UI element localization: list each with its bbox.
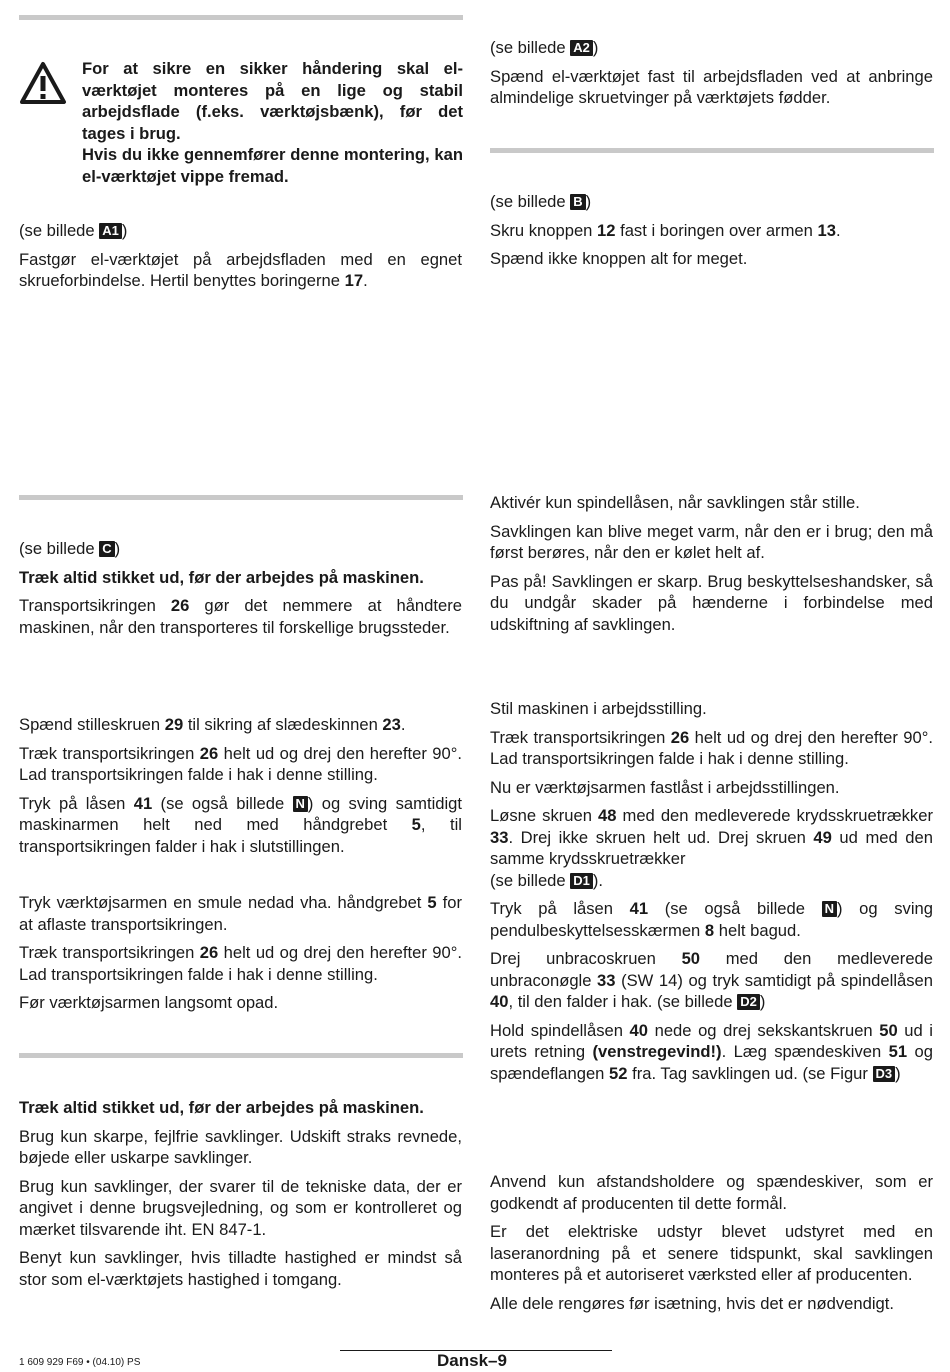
paragraph: Savklingen kan blive meget varm, når den er i brug; den må først berøres, når den er kølet helt af. — [490, 521, 933, 562]
paragraph: Fastgør el-værktøjet på arbejdsfladen med en egnet skrueforbindelse. Hertil benyttes boringerne 17. — [19, 249, 462, 290]
section-rule — [490, 148, 934, 153]
section-rule — [19, 495, 463, 500]
section-unlock — [19, 892, 462, 1014]
paragraph: Spænd stilleskruen 29 til sikring af slædeskinnen 23. — [19, 715, 406, 734]
paragraph: Stil maskinen i arbejdsstilling. — [490, 699, 707, 718]
paragraph: Benyt kun savklinger, hvis tilladte hastighed er mindst så stor som el-værktøjets hastighed i tomgang. — [19, 1248, 462, 1289]
paragraph: Før værktøjsarmen langsomt opad. — [19, 993, 279, 1012]
figure-badge: A2 — [570, 40, 593, 56]
paragraph: Tryk værktøjsarmen en smule nedad vha. håndgrebet 5 for at aflaste transportsikringen. — [19, 893, 462, 934]
paragraph: Træk transportsikringen 26 helt ud og drej den herefter 90°. Lad transportsikringen falde i hak i denne stilling. — [19, 743, 462, 784]
figure-badge: C — [99, 541, 114, 557]
figure-badge: D1 — [570, 873, 593, 889]
paragraph: Skru knoppen 12 fast i boringen over armen 13. — [490, 220, 841, 240]
paragraph: Løsne skruen 48 med den medleverede krydsskruetrækker 33. Drej ikke skruen helt ud. Drej skruen 49 ud med den samme krydsskruetrækker (se billede D1 ). — [490, 806, 933, 890]
paragraph: Spænd el-værktøjet fast til arbejdsfladen ved at anbringe almindelige skruetvinger på værktøjets fødder. — [490, 66, 933, 107]
paragraph: Pas på! Savklingen er skarp. Brug beskyttelseshandsker, så du undgår skader på hænderne i forbindelse med udskiftning af savklingen. — [490, 571, 933, 634]
figure-ref: (se billede B ) — [490, 192, 592, 211]
paragraph: Anvend kun afstandsholdere og spændeskiver, som er godkendt af producenten til dette formål. — [490, 1172, 933, 1213]
paragraph: Spænd ikke knoppen alt for meget. — [490, 249, 748, 268]
paragraph: Transportsikringen 26 gør det nemmere at håndtere maskinen, når den transporteres til forskellige brugssteder. — [19, 596, 462, 637]
paragraph: Tryk på låsen 41 (se også billede N ) og sving samtidigt maskinarmen helt ned med håndgrebet 5, til transportsikringen falder i hak i slutstillingen. — [19, 793, 463, 856]
section-rule — [19, 1053, 463, 1058]
footer-page-number: Dansk–9 — [437, 1351, 507, 1370]
paragraph: Alle dele rengøres før isætning, hvis det er nødvendigt. — [490, 1293, 894, 1313]
paragraph: Træk transportsikringen 26 helt ud og drej den herefter 90°. Lad transportsikringen falde i hak i denne stilling. — [490, 727, 933, 768]
figure-badge: N — [822, 901, 837, 917]
section-mount-blade — [490, 1171, 933, 1314]
section-rule — [19, 15, 463, 20]
figure-ref: (se billede A2 ) — [490, 38, 599, 57]
paragraph: Er det elektriske udstyr blevet udstyret med en laseranordning på et senere tidspunkt, skal savklingen monteres på et autoriseret værksted eller af producenten. — [490, 1222, 933, 1284]
figure-badge: D2 — [737, 994, 760, 1010]
section-remove-blade — [490, 698, 933, 1084]
figure-badge: A1 — [99, 223, 122, 239]
figure-ref: (se billede A1 ) — [19, 221, 128, 240]
paragraph: Aktivér kun spindellåsen, når savklingen står stille. — [490, 493, 860, 512]
figure-ref: (se billede C ) — [19, 539, 121, 558]
section-spindle-warning — [490, 492, 933, 635]
section-a2 — [490, 37, 933, 109]
paragraph: Brug kun skarpe, fejlfrie savklinger. Udskift straks revnede, bøjede eller uskarpe savklinger. — [19, 1126, 462, 1167]
paragraph: Brug kun savklinger, der svarer til de tekniske data, der er angivet i denne brugsvejledning, og som er kontrolleret og mærket tilsvarende iht. EN 847-1. — [19, 1176, 462, 1239]
section-lock — [19, 714, 462, 857]
footer-doc-code: 1 609 929 F69 • (04.10) PS — [19, 1357, 141, 1368]
figure-badge: N — [293, 796, 308, 812]
section-blades — [19, 1097, 462, 1290]
warning-text-1: For at sikre en sikker håndering skal el-værktøjet monteres på en lige og stabil arbejdsflade (f.eks. værktøjsbænk), før det tages i brug. — [82, 59, 463, 143]
section-b — [490, 191, 933, 270]
bold-warning: Træk altid stikket ud, før der arbejdes på maskinen. — [19, 567, 424, 587]
warning-text-2: Hvis du ikke gennemfører denne montering, kan el-værktøjet vippe fremad. — [82, 145, 463, 186]
section-c — [19, 538, 462, 638]
warning-triangle-icon — [19, 61, 67, 105]
safety-warning — [82, 58, 463, 187]
figure-badge: B — [570, 194, 585, 210]
paragraph: Træk transportsikringen 26 helt ud og drej den herefter 90°. Lad transportsikringen falde i hak i denne stilling. — [19, 943, 462, 984]
section-a1 — [19, 220, 462, 292]
bold-warning: Træk altid stikket ud, før der arbejdes på maskinen. — [19, 1098, 424, 1117]
figure-badge: D3 — [873, 1066, 896, 1082]
paragraph: Hold spindellåsen 40 nede og drej sekskantskruen 50 ud i urets retning (venstregevind!). Læg spændeskiven 51 og spændeflangen 52 fra. Tag savklingen ud. (se Figur D3 ) — [490, 1020, 933, 1083]
paragraph: Nu er værktøjsarmen fastlåst i arbejdsstillingen. — [490, 777, 840, 797]
paragraph: Drej unbracoskruen 50 med den medleverede unbraconøgle 33 (SW 14) og tryk samtidigt på spindellåsen 40, til den falder i hak. (se billede D2 ) — [490, 949, 934, 1011]
paragraph: Tryk på låsen 41 (se også billede N ) og sving pendulbeskyttelsesskærmen 8 helt bagud. — [490, 899, 933, 940]
